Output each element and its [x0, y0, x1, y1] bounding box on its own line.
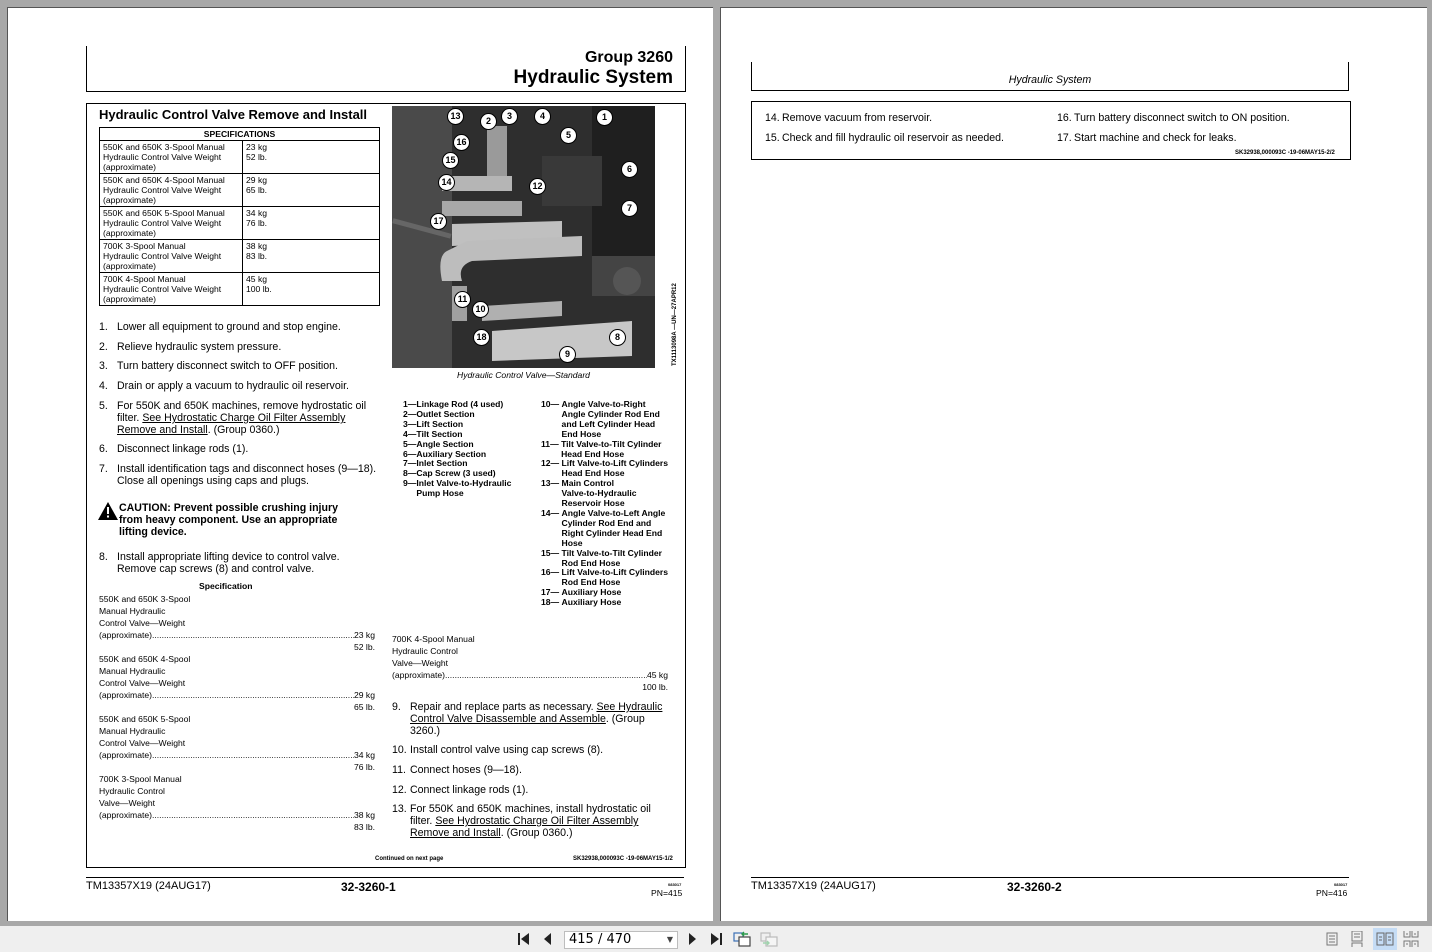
figure-callout: 11	[454, 291, 471, 308]
spec-value-line: 83 lb.	[246, 251, 268, 261]
spec-item-line: Valve—Weight	[392, 658, 449, 668]
spec-description-line: (approximate)	[103, 195, 157, 205]
legend-number: 6—	[403, 448, 417, 459]
legend-text-line: Rod End Hose	[561, 577, 621, 588]
single-page-view-button[interactable]	[1324, 931, 1340, 947]
next-page-button[interactable]	[685, 931, 699, 947]
legend-text-line: Hose	[561, 537, 583, 548]
legend-number: 13—	[541, 478, 562, 489]
figure-callout: 3	[501, 108, 518, 125]
legend-text-line: Reservoir Hose	[561, 498, 625, 509]
legend-number: 4—	[403, 428, 417, 439]
step-text: Connect linkage rods (1).	[410, 784, 529, 796]
spec-value-line: 76 lb.	[246, 218, 268, 228]
legend-number: 15—	[541, 547, 562, 558]
spec-item-line: 550K and 650K 5-Spool	[99, 714, 191, 724]
spec-item-line: Hydraulic Control	[99, 786, 165, 796]
leader-dots	[152, 809, 354, 821]
section-title: Hydraulic System	[513, 67, 673, 88]
step-text	[117, 400, 377, 436]
legend-item	[541, 598, 668, 608]
spec-item-line: 550K and 650K 4-Spool	[99, 654, 191, 664]
footer-pn: PN=416	[1316, 888, 1348, 898]
spec-value	[243, 141, 380, 174]
legend-text-line: Outlet Section	[416, 408, 475, 419]
step-number: 3.	[99, 360, 108, 372]
spec-item-line: 550K and 650K 3-Spool	[99, 594, 191, 604]
figure-callout: 1	[596, 109, 613, 126]
legend-text-line: Lift Valve-to-Lift Cylinders	[561, 458, 669, 469]
spec-description-line: Hydraulic Control Valve Weight	[103, 152, 222, 162]
legend-item	[403, 479, 511, 499]
footer-rule	[751, 877, 1349, 878]
step-text-pre: For 550K and 650K machines, remove hydrostatic oil filter.	[117, 400, 367, 424]
spec-description	[100, 174, 243, 207]
spec-value	[243, 207, 380, 240]
spec-item	[99, 773, 375, 833]
step-number: 5.	[99, 400, 108, 412]
procedure-title: Hydraulic Control Valve Remove and Install	[99, 107, 368, 122]
right-page	[720, 7, 1427, 921]
legend-text-line: Tilt Section	[416, 428, 463, 439]
step-number: 12.	[392, 784, 407, 796]
step-number: 9.	[392, 701, 401, 713]
step-number: 13.	[392, 803, 407, 815]
spec-item-line: Valve—Weight	[99, 798, 156, 808]
legend-text-line: Inlet Section	[416, 458, 468, 469]
legend-text-line: Angle Valve-to-Right	[561, 399, 646, 409]
last-page-icon	[709, 932, 723, 946]
spec-value-line: 100 lb.	[246, 284, 272, 294]
spec-item-kg: 23 kg	[353, 630, 375, 640]
legend-item	[541, 549, 668, 569]
go-back-view-icon	[733, 931, 751, 947]
spec-description-line: 550K and 650K 3-Spool Manual	[103, 142, 225, 152]
spec-item-value-line	[392, 669, 668, 681]
legend-number: 17—	[541, 587, 562, 598]
legend-text-line: Valve-to-Hydraulic	[561, 488, 637, 499]
legend-left	[403, 400, 511, 499]
step-text: Install appropriate lifting device to control valve. Remove cap screws (8) and control valve.	[117, 551, 340, 575]
spec-item-lb: 65 lb.	[353, 702, 375, 712]
spec-value-line: 29 kg	[246, 175, 268, 185]
legend-text-line: and Left Cylinder Head	[561, 418, 656, 429]
step-text	[410, 803, 674, 839]
spec-description-line: Hydraulic Control Valve Weight	[103, 284, 222, 294]
step-text-post: . (Group 0360.)	[500, 827, 573, 839]
group-number: Group 3260	[584, 49, 673, 66]
cross-reference-link[interactable]: See Hydrostatic Charge Oil Filter Assembly Remove and Install	[410, 815, 639, 839]
legend-text-line: Main Control	[561, 478, 615, 489]
legend-text	[562, 598, 622, 608]
previous-page-button[interactable]	[541, 931, 555, 947]
figure-callout: 13	[447, 108, 464, 125]
spec-value-line: 45 kg	[246, 274, 268, 284]
legend-text	[562, 459, 668, 479]
legend-text	[562, 568, 668, 588]
spec-item-line: Manual Hydraulic	[99, 666, 166, 676]
legend-number: 16—	[541, 567, 562, 578]
legend-right	[541, 400, 668, 608]
legend-text-line: Right Cylinder Head End	[561, 527, 663, 538]
hydraulic-valve-photo	[392, 106, 655, 368]
step-text: Remove vacuum from reservoir.	[782, 112, 933, 124]
legend-text-line: Cylinder Rod End and	[561, 517, 652, 528]
legend-number: 12—	[541, 458, 562, 469]
two-page-continuous-view-button[interactable]	[1402, 931, 1420, 947]
step-text: Drain or apply a vacuum to hydraulic oil reservoir.	[117, 380, 349, 392]
go-forward-view-icon	[760, 931, 778, 947]
footer-page-number: 32-3260-1	[341, 880, 396, 894]
legend-item	[541, 440, 668, 460]
next-page-icon	[687, 932, 697, 946]
document-reference: SK32938,000093C -19-06MAY15-1/2	[573, 856, 673, 862]
legend-text	[416, 479, 511, 499]
legend-number: 7—	[403, 458, 417, 469]
legend-item	[541, 459, 668, 479]
step-text: Lower all equipment to ground and stop engine.	[117, 321, 341, 333]
figure-callout: 10	[472, 301, 489, 318]
legend-text-line: Tilt Valve-to-Tilt Cylinder	[561, 547, 662, 558]
footer-page-number: 32-3260-2	[1007, 880, 1062, 894]
spec-description-line: Hydraulic Control Valve Weight	[103, 218, 222, 228]
legend-text-line: Rod End Hose	[561, 557, 621, 568]
spec-value-line: 52 lb.	[246, 152, 268, 162]
spec-description	[100, 207, 243, 240]
step-number: 15.	[765, 132, 780, 144]
step-number: 16.	[1057, 112, 1072, 124]
step-text: Install identification tags and disconnect hoses (9—18). Close all openings using caps and plugs.	[117, 463, 377, 487]
spec-item-lb: 83 lb.	[353, 822, 375, 832]
spec-item-line: Manual Hydraulic	[99, 726, 166, 736]
specification-label: Specification	[199, 581, 253, 591]
spec-value	[243, 174, 380, 207]
spec-item-line: Control Valve—Weight	[99, 678, 186, 688]
legend-text-line: Pump Hose	[416, 488, 464, 499]
legend-text-line: End Hose	[561, 428, 602, 439]
spec-value	[243, 240, 380, 273]
leader-dots	[152, 629, 354, 641]
page-header-box	[86, 46, 686, 92]
legend-number: 11—	[541, 438, 562, 449]
spec-item-line: Control Valve—Weight	[99, 738, 186, 748]
step-number: 17.	[1057, 132, 1072, 144]
leader-dots	[152, 749, 354, 761]
figure-callout: 9	[559, 346, 576, 363]
viewer-toolbar	[0, 926, 1432, 952]
spec-item	[99, 713, 375, 773]
step-number: 1.	[99, 321, 108, 333]
step-text-post: . (Group 3260.)	[410, 713, 645, 737]
single-page-icon	[1326, 932, 1338, 946]
caution-text: CAUTION: Prevent possible crushing injury from heavy component. Use an appropriate lifting device.	[119, 502, 338, 538]
step-number: 8.	[99, 551, 108, 563]
go-forward-view-button[interactable]	[760, 931, 778, 947]
step-text: Start machine and check for leaks.	[1074, 132, 1237, 144]
spec-item-value-line	[99, 689, 375, 701]
step-text: Turn battery disconnect switch to ON position.	[1074, 112, 1290, 124]
page-indicator: 415 / 470	[569, 932, 632, 947]
spec-table-row	[100, 207, 380, 240]
spec-description-line: (approximate)	[103, 162, 157, 172]
legend-text-line: Auxiliary Section	[416, 448, 487, 459]
spec-table-row	[100, 174, 380, 207]
leader-dots	[152, 689, 354, 701]
legend-text	[562, 479, 637, 509]
spec-item-line: Manual Hydraulic	[99, 606, 166, 616]
legend-number: 14—	[541, 507, 562, 518]
figure-callout: 18	[473, 329, 490, 346]
figure-callout: 14	[438, 174, 455, 191]
footer-rule	[86, 877, 684, 878]
continuous-page-icon	[1351, 931, 1363, 947]
spec-item-label: (approximate)	[99, 810, 153, 820]
two-page-view-button[interactable]	[1373, 928, 1397, 950]
chevron-down-icon: ▼	[666, 935, 673, 944]
cross-reference-link[interactable]: See Hydrostatic Charge Oil Filter Assembly Remove and Install	[117, 412, 346, 436]
step-number: 2.	[99, 341, 108, 353]
step-text: Check and fill hydraulic oil reservoir as needed.	[782, 132, 1004, 144]
spec-item-value-line	[99, 749, 375, 761]
figure-callout: 7	[621, 200, 638, 217]
spec-item-kg: 29 kg	[353, 690, 375, 700]
footer-manual-id: TM13357X19 (24AUG17)	[751, 880, 876, 892]
spec-description	[100, 141, 243, 174]
figure-callout: 17	[430, 213, 447, 230]
first-page-icon	[517, 932, 531, 946]
figure-callout: 8	[609, 329, 626, 346]
legend-text-line: Angle Cylinder Rod End	[561, 408, 660, 419]
legend-text-line: Lift Section	[416, 418, 464, 429]
spec-item-value-line	[99, 629, 375, 641]
spec-description-line: 550K and 650K 5-Spool Manual	[103, 208, 225, 218]
figure-reference: TX1113098A —UN—27APR12	[672, 283, 678, 366]
step-number: 7.	[99, 463, 108, 475]
continuous-view-button[interactable]	[1349, 931, 1365, 947]
legend-item	[541, 400, 668, 440]
spec-item-line: 700K 3-Spool Manual	[99, 774, 182, 784]
spec-table-header: SPECIFICATIONS	[100, 128, 380, 141]
document-reference: SK32938,000093C -19-06MAY15-2/2	[1235, 150, 1335, 156]
spec-value-line: 38 kg	[246, 241, 268, 251]
page-number-select[interactable]	[564, 931, 678, 949]
step-number: 4.	[99, 380, 108, 392]
spec-item-line: Hydraulic Control	[392, 646, 458, 656]
legend-text-line: Auxiliary Hose	[561, 587, 622, 598]
step-text-post: . (Group 0360.)	[207, 424, 280, 436]
leader-dots	[445, 669, 647, 681]
spec-description-line: (approximate)	[103, 228, 157, 238]
last-page-button[interactable]	[708, 931, 724, 947]
footer-manual-id: TM13357X19 (24AUG17)	[86, 880, 211, 892]
spec-table-row	[100, 141, 380, 174]
spec-description-line: 700K 4-Spool Manual	[103, 274, 186, 284]
two-page-continuous-icon	[1403, 931, 1419, 947]
legend-text	[562, 549, 662, 569]
spec-value	[243, 273, 380, 306]
legend-number: 18—	[541, 597, 562, 608]
spec-item-lb: 100 lb.	[642, 682, 668, 692]
legend-item	[541, 479, 668, 509]
specifications-table	[99, 127, 380, 306]
spec-description-line: Hydraulic Control Valve Weight	[103, 185, 222, 195]
page-header-box	[751, 62, 1349, 91]
footer-date-code: 083017	[1334, 882, 1348, 887]
previous-page-icon	[543, 932, 553, 946]
legend-number: 10—	[541, 399, 562, 409]
spec-item-lb: 76 lb.	[353, 762, 375, 772]
legend-text-line: Angle Section	[416, 438, 474, 449]
figure-callout: 12	[529, 178, 546, 195]
warning-icon	[98, 502, 118, 525]
legend-number: 1—	[403, 399, 417, 409]
first-page-button[interactable]	[516, 931, 532, 947]
step-text: Connect hoses (9—18).	[410, 764, 522, 776]
legend-text-line: Head End Hose	[561, 468, 625, 479]
figure-callout: 4	[534, 108, 551, 125]
spec-item	[392, 633, 668, 693]
two-page-icon	[1376, 932, 1394, 946]
header-section-title: Hydraulic System	[1008, 74, 1092, 86]
spec-description-line: 700K 3-Spool Manual	[103, 241, 186, 251]
spec-item-value-line	[99, 809, 375, 821]
legend-text-line: Head End Hose	[561, 448, 625, 459]
spec-item	[99, 593, 375, 653]
legend-text-line: Auxiliary Hose	[561, 597, 622, 608]
spec-item-kg: 45 kg	[646, 670, 668, 680]
step-text-pre: For 550K and 650K machines, install hydrostatic oil filter.	[410, 803, 651, 827]
spec-description	[100, 273, 243, 306]
figure-callout: 16	[453, 134, 470, 151]
step-number: 6.	[99, 443, 108, 455]
legend-number: 5—	[403, 438, 417, 449]
figure-callout: 6	[621, 161, 638, 178]
legend-text-line: Cap Screw (3 used)	[416, 468, 496, 479]
spec-item-label: (approximate)	[99, 630, 153, 640]
spec-table-row	[100, 240, 380, 273]
legend-text	[562, 400, 660, 440]
step-text: Install control valve using cap screws (8).	[410, 744, 604, 756]
step-text	[410, 701, 674, 737]
spec-item	[99, 653, 375, 713]
legend-number: 9—	[403, 478, 417, 489]
spec-item-line: 700K 4-Spool Manual	[392, 634, 475, 644]
spec-item-label: (approximate)	[392, 670, 446, 680]
spec-item-label: (approximate)	[99, 690, 153, 700]
footer-date-code: 083017	[668, 882, 682, 887]
legend-number: 8—	[403, 468, 417, 479]
figure-callout: 2	[480, 113, 497, 130]
spec-item-line: Control Valve—Weight	[99, 618, 186, 628]
legend-item	[541, 509, 668, 549]
footer-pn: PN=415	[651, 888, 683, 898]
spec-value-line: 65 lb.	[246, 185, 268, 195]
step-text: Disconnect linkage rods (1).	[117, 443, 249, 455]
step-text: Relieve hydraulic system pressure.	[117, 341, 282, 353]
step-text: Turn battery disconnect switch to OFF position.	[117, 360, 338, 372]
spec-item-lb: 52 lb.	[353, 642, 375, 652]
legend-text-line: Lift Valve-to-Lift Cylinders	[561, 567, 669, 578]
figure-callout: 15	[442, 152, 459, 169]
step-text-pre: Repair and replace parts as necessary.	[410, 701, 597, 713]
step-number: 10.	[392, 744, 407, 756]
spec-table-row	[100, 273, 380, 306]
spec-item-kg: 38 kg	[353, 810, 375, 820]
step-number: 11.	[392, 764, 406, 776]
spec-description	[100, 240, 243, 273]
spec-description-line: (approximate)	[103, 261, 157, 271]
cross-reference-link[interactable]: See Hydraulic Control Valve Disassemble and Assemble	[410, 701, 663, 725]
left-page	[7, 7, 713, 921]
spec-item-kg: 34 kg	[353, 750, 375, 760]
figure-callout: 5	[560, 127, 577, 144]
legend-text-line: Tilt Valve-to-Tilt Cylinder	[561, 438, 662, 449]
step-number: 14.	[765, 112, 780, 124]
go-back-view-button[interactable]	[733, 931, 751, 947]
figure-caption: Hydraulic Control Valve—Standard	[457, 370, 590, 380]
legend-text	[561, 440, 661, 460]
spec-value-line: 23 kg	[246, 142, 268, 152]
legend-number: 3—	[403, 418, 417, 429]
legend-text-line: Linkage Rod (4 used)	[416, 399, 504, 409]
legend-text	[562, 509, 666, 549]
spec-description-line: (approximate)	[103, 294, 157, 304]
spec-description-line: 550K and 650K 4-Spool Manual	[103, 175, 225, 185]
legend-number: 2—	[403, 408, 417, 419]
legend-text-line: Inlet Valve-to-Hydraulic	[416, 478, 512, 489]
spec-item-label: (approximate)	[99, 750, 153, 760]
legend-text-line: Angle Valve-to-Left Angle	[561, 507, 666, 518]
continued-note: Continued on next page	[375, 856, 444, 862]
legend-item	[541, 568, 668, 588]
spec-description-line: Hydraulic Control Valve Weight	[103, 251, 222, 261]
spec-value-line: 34 kg	[246, 208, 268, 218]
